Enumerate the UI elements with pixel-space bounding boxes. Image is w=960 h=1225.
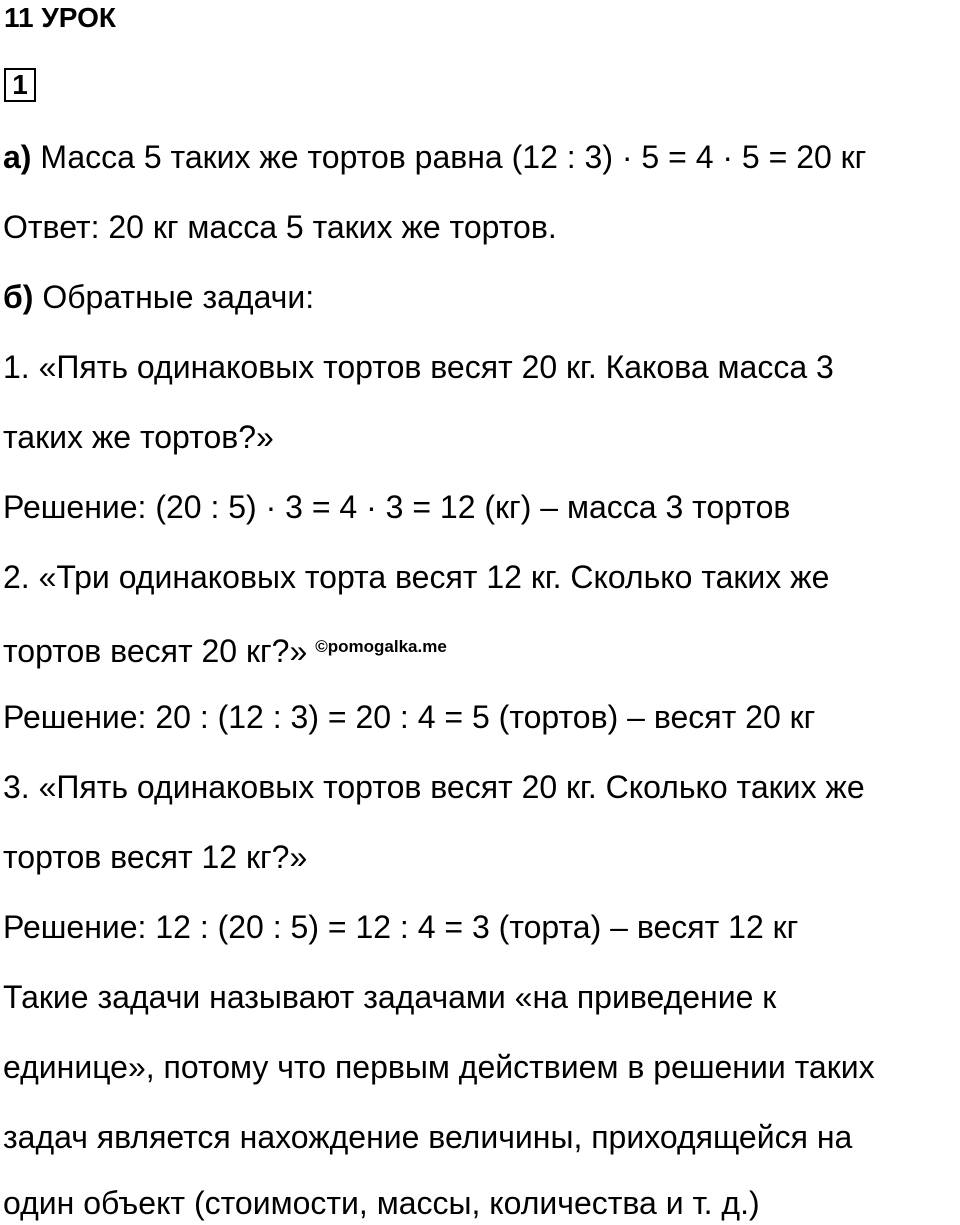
part-a-text: Масса 5 таких же тортов равна (12 : 3) · 5 = 4 · 5 = 20 кг	[31, 139, 867, 175]
task2-line1: 2. «Три одинаковых торта весят 12 кг. Сколько таких же	[3, 559, 830, 595]
solution2-line: Решение: 20 : (12 : 3) = 20 : 4 = 5 (тортов) – весят 20 кг	[3, 699, 816, 735]
conclusion-line2: единице», потому что первым действием в решении таких	[3, 1049, 875, 1085]
conclusion-line4: один объект (стоимости, массы, количества и т. д.)	[3, 1185, 760, 1221]
conclusion-line3: задач является нахождение величины, приходящейся на	[3, 1119, 853, 1155]
answer-line: Ответ: 20 кг масса 5 таких же тортов.	[3, 209, 557, 245]
part-b-label: б)	[3, 279, 34, 315]
solution3-line: Решение: 12 : (20 : 5) = 12 : 4 = 3 (торта) – весят 12 кг	[3, 909, 799, 945]
part-b-line	[3, 277, 314, 317]
task3-line2: тортов весят 12 кг?»	[3, 839, 308, 875]
task2-line2: тортов весят 20 кг?»	[3, 633, 308, 669]
conclusion-line1: Такие задачи называют задачами «на приведение к	[3, 979, 777, 1015]
task2-line2-container	[3, 627, 447, 671]
part-a-label: а)	[3, 139, 32, 175]
task3-line1: 3. «Пять одинаковых тортов весят 20 кг. Сколько таких же	[3, 769, 865, 805]
solution1-line: Решение: (20 : 5) · 3 = 4 · 3 = 12 (кг) – масса 3 тортов	[3, 489, 791, 525]
task1-line2: таких же тортов?»	[3, 419, 274, 455]
task1-line1: 1. «Пять одинаковых тортов весят 20 кг. Какова масса 3	[3, 349, 834, 385]
watermark: ©pomogalka.me	[315, 637, 447, 656]
task-number-box	[4, 68, 36, 102]
task-number: 1	[12, 69, 28, 100]
part-b-text: Обратные задачи:	[33, 279, 315, 315]
part-a-line	[3, 137, 866, 177]
lesson-title: 11 УРОК	[4, 2, 116, 33]
